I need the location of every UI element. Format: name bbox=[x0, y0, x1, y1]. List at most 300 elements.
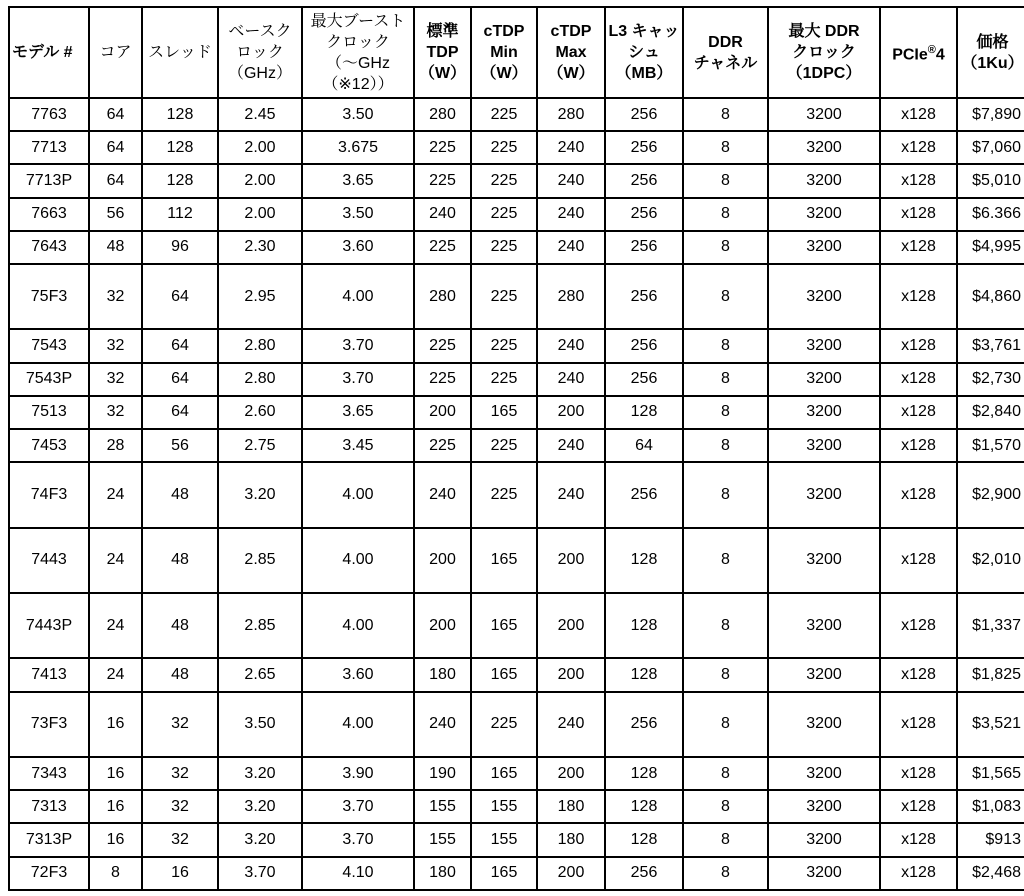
table-body bbox=[9, 98, 1024, 890]
cell-ddr-clock: 3200 bbox=[768, 857, 880, 890]
cell-boost-clock: 3.65 bbox=[302, 396, 414, 429]
cell-ddr-clock: 3200 bbox=[768, 462, 880, 527]
cell-pcie-lanes: x128 bbox=[880, 396, 957, 429]
header-ddr-line1: DDR bbox=[708, 33, 743, 51]
cell-price: $1,565 bbox=[957, 757, 1024, 790]
cell-price: $913 bbox=[957, 823, 1024, 856]
cell-base-clock: 2.65 bbox=[218, 658, 302, 691]
cell-model: 7453 bbox=[9, 429, 89, 462]
cell-ddr-clock: 3200 bbox=[768, 329, 880, 362]
table-row bbox=[9, 823, 1024, 856]
header-threads: スレッド bbox=[142, 7, 218, 98]
cell-model: 7313P bbox=[9, 823, 89, 856]
cell-ctdp-max: 200 bbox=[537, 593, 605, 658]
cell-cores: 24 bbox=[89, 462, 142, 527]
table-row bbox=[9, 658, 1024, 691]
cell-ctdp-max: 180 bbox=[537, 790, 605, 823]
table-row bbox=[9, 329, 1024, 362]
cell-base-clock: 3.20 bbox=[218, 462, 302, 527]
cell-price: $3,521 bbox=[957, 692, 1024, 757]
header-model: モデル # bbox=[9, 7, 89, 98]
table-row bbox=[9, 396, 1024, 429]
header-tdp-unit: （W） bbox=[418, 65, 467, 82]
cell-threads: 112 bbox=[142, 198, 218, 231]
cell-ctdp-min: 155 bbox=[471, 790, 537, 823]
cell-l3-cache: 256 bbox=[605, 98, 683, 131]
cell-ctdp-min: 155 bbox=[471, 823, 537, 856]
header-ctdp-max-unit: （W） bbox=[547, 65, 595, 82]
cell-model: 7343 bbox=[9, 757, 89, 790]
cell-ctdp-max: 200 bbox=[537, 857, 605, 890]
cell-cores: 16 bbox=[89, 692, 142, 757]
cell-boost-clock: 4.00 bbox=[302, 528, 414, 593]
cell-ctdp-min: 225 bbox=[471, 164, 537, 197]
table-row bbox=[9, 692, 1024, 757]
header-l3-line2: シュ bbox=[628, 44, 660, 61]
header-row bbox=[9, 7, 1024, 98]
cell-l3-cache: 256 bbox=[605, 231, 683, 264]
header-ctdp-min-line1: cTDP bbox=[483, 23, 525, 40]
cell-ddr-clock: 3200 bbox=[768, 98, 880, 131]
table-row bbox=[9, 264, 1024, 329]
cell-model: 7513 bbox=[9, 396, 89, 429]
cell-ddr-channels: 8 bbox=[683, 857, 768, 890]
cell-base-clock: 2.60 bbox=[218, 396, 302, 429]
cell-price: $2,468 bbox=[957, 857, 1024, 890]
header-base-clock-unit: （GHz） bbox=[227, 65, 292, 82]
cell-threads: 64 bbox=[142, 329, 218, 362]
cell-tdp: 280 bbox=[414, 98, 471, 131]
cell-ddr-clock: 3200 bbox=[768, 757, 880, 790]
header-tdp-line1: 標準 bbox=[426, 23, 459, 40]
cell-ddr-clock: 3200 bbox=[768, 363, 880, 396]
table-row bbox=[9, 98, 1024, 131]
cell-tdp: 155 bbox=[414, 790, 471, 823]
cell-l3-cache: 128 bbox=[605, 396, 683, 429]
cell-base-clock: 2.75 bbox=[218, 429, 302, 462]
processor-spec-table bbox=[8, 6, 1024, 891]
cell-cores: 56 bbox=[89, 198, 142, 231]
cell-boost-clock: 4.00 bbox=[302, 462, 414, 527]
cell-tdp: 225 bbox=[414, 329, 471, 362]
cell-l3-cache: 128 bbox=[605, 757, 683, 790]
table-row bbox=[9, 757, 1024, 790]
header-ddr-clock bbox=[768, 7, 880, 98]
cell-pcie-lanes: x128 bbox=[880, 692, 957, 757]
header-boost-clock-line1: 最大ブースト bbox=[310, 12, 406, 30]
cell-model: 75F3 bbox=[9, 264, 89, 329]
cell-ctdp-min: 225 bbox=[471, 264, 537, 329]
cell-tdp: 180 bbox=[414, 658, 471, 691]
cell-threads: 32 bbox=[142, 692, 218, 757]
cell-ddr-clock: 3200 bbox=[768, 658, 880, 691]
cell-model: 7543P bbox=[9, 363, 89, 396]
cell-ctdp-min: 225 bbox=[471, 363, 537, 396]
cell-ddr-channels: 8 bbox=[683, 790, 768, 823]
cell-ddr-channels: 8 bbox=[683, 231, 768, 264]
header-boost-clock bbox=[302, 7, 414, 98]
cell-base-clock: 3.50 bbox=[218, 692, 302, 757]
cell-ctdp-min: 225 bbox=[471, 231, 537, 264]
cell-threads: 64 bbox=[142, 264, 218, 329]
cell-tdp: 225 bbox=[414, 363, 471, 396]
cell-base-clock: 2.80 bbox=[218, 329, 302, 362]
table-row bbox=[9, 164, 1024, 197]
cell-cores: 64 bbox=[89, 164, 142, 197]
cell-ddr-channels: 8 bbox=[683, 396, 768, 429]
cell-pcie-lanes: x128 bbox=[880, 98, 957, 131]
cell-boost-clock: 3.60 bbox=[302, 231, 414, 264]
cell-price: $2,730 bbox=[957, 363, 1024, 396]
cell-price: $4,995 bbox=[957, 231, 1024, 264]
cell-model: 72F3 bbox=[9, 857, 89, 890]
cell-model: 7643 bbox=[9, 231, 89, 264]
cell-ctdp-max: 240 bbox=[537, 462, 605, 527]
cell-threads: 64 bbox=[142, 396, 218, 429]
cell-ctdp-min: 165 bbox=[471, 528, 537, 593]
cell-ddr-channels: 8 bbox=[683, 198, 768, 231]
cell-base-clock: 3.20 bbox=[218, 757, 302, 790]
cell-ddr-channels: 8 bbox=[683, 131, 768, 164]
cell-ddr-clock: 3200 bbox=[768, 164, 880, 197]
cell-base-clock: 2.00 bbox=[218, 164, 302, 197]
cell-threads: 96 bbox=[142, 231, 218, 264]
cell-ctdp-min: 225 bbox=[471, 198, 537, 231]
cell-boost-clock: 3.65 bbox=[302, 164, 414, 197]
cell-ctdp-min: 165 bbox=[471, 593, 537, 658]
cell-l3-cache: 256 bbox=[605, 164, 683, 197]
cell-threads: 56 bbox=[142, 429, 218, 462]
cell-tdp: 240 bbox=[414, 692, 471, 757]
cell-price: $4,860 bbox=[957, 264, 1024, 329]
cell-pcie-lanes: x128 bbox=[880, 363, 957, 396]
cell-model: 7763 bbox=[9, 98, 89, 131]
cell-pcie-lanes: x128 bbox=[880, 131, 957, 164]
cell-pcie-lanes: x128 bbox=[880, 593, 957, 658]
cell-ddr-channels: 8 bbox=[683, 329, 768, 362]
header-ddr-line2: チャネル bbox=[693, 54, 758, 72]
cell-boost-clock: 3.70 bbox=[302, 790, 414, 823]
header-boost-clock-unit: （～GHz bbox=[325, 54, 390, 72]
cell-pcie-lanes: x128 bbox=[880, 790, 957, 823]
header-ddr-clock-line2: クロック bbox=[792, 44, 856, 61]
cell-ddr-channels: 8 bbox=[683, 593, 768, 658]
cell-model: 74F3 bbox=[9, 462, 89, 527]
cell-threads: 64 bbox=[142, 363, 218, 396]
cell-tdp: 225 bbox=[414, 231, 471, 264]
table-row bbox=[9, 198, 1024, 231]
header-ctdp-min-unit: （W） bbox=[480, 65, 528, 82]
cell-l3-cache: 256 bbox=[605, 363, 683, 396]
header-ctdp-max bbox=[537, 7, 605, 98]
cell-ddr-channels: 8 bbox=[683, 528, 768, 593]
cell-pcie-lanes: x128 bbox=[880, 528, 957, 593]
cell-ddr-clock: 3200 bbox=[768, 264, 880, 329]
cell-cores: 32 bbox=[89, 363, 142, 396]
cell-price: $1,825 bbox=[957, 658, 1024, 691]
cell-threads: 48 bbox=[142, 593, 218, 658]
cell-cores: 24 bbox=[89, 593, 142, 658]
cell-ctdp-max: 240 bbox=[537, 329, 605, 362]
cell-ctdp-min: 165 bbox=[471, 857, 537, 890]
cell-boost-clock: 3.60 bbox=[302, 658, 414, 691]
cell-base-clock: 2.00 bbox=[218, 198, 302, 231]
cell-ctdp-max: 180 bbox=[537, 823, 605, 856]
cell-base-clock: 2.85 bbox=[218, 593, 302, 658]
cell-model: 7313 bbox=[9, 790, 89, 823]
cell-l3-cache: 128 bbox=[605, 593, 683, 658]
cell-price: $3,761 bbox=[957, 329, 1024, 362]
cell-price: $5,010 bbox=[957, 164, 1024, 197]
cell-ddr-clock: 3200 bbox=[768, 823, 880, 856]
cell-boost-clock: 4.00 bbox=[302, 692, 414, 757]
cell-ddr-clock: 3200 bbox=[768, 790, 880, 823]
table-row bbox=[9, 593, 1024, 658]
header-tdp-line2: TDP bbox=[426, 44, 459, 61]
cell-base-clock: 3.70 bbox=[218, 857, 302, 890]
cell-pcie-lanes: x128 bbox=[880, 429, 957, 462]
cell-threads: 128 bbox=[142, 98, 218, 131]
cell-threads: 48 bbox=[142, 462, 218, 527]
cell-base-clock: 2.00 bbox=[218, 131, 302, 164]
cell-cores: 16 bbox=[89, 823, 142, 856]
cell-cores: 24 bbox=[89, 528, 142, 593]
cell-base-clock: 2.30 bbox=[218, 231, 302, 264]
header-cores: コア bbox=[89, 7, 142, 98]
cell-ddr-clock: 3200 bbox=[768, 528, 880, 593]
cell-model: 7543 bbox=[9, 329, 89, 362]
cell-pcie-lanes: x128 bbox=[880, 757, 957, 790]
cell-boost-clock: 3.45 bbox=[302, 429, 414, 462]
cell-l3-cache: 64 bbox=[605, 429, 683, 462]
cell-threads: 32 bbox=[142, 790, 218, 823]
cell-pcie-lanes: x128 bbox=[880, 198, 957, 231]
cell-ddr-clock: 3200 bbox=[768, 692, 880, 757]
cell-ddr-clock: 3200 bbox=[768, 593, 880, 658]
cell-base-clock: 2.85 bbox=[218, 528, 302, 593]
header-l3-line1: L3 キャッ bbox=[608, 23, 680, 40]
cell-ddr-channels: 8 bbox=[683, 757, 768, 790]
cell-boost-clock: 3.70 bbox=[302, 363, 414, 396]
table-row bbox=[9, 857, 1024, 890]
cell-ctdp-max: 200 bbox=[537, 396, 605, 429]
cell-pcie-lanes: x128 bbox=[880, 329, 957, 362]
cell-base-clock: 2.95 bbox=[218, 264, 302, 329]
cell-cores: 16 bbox=[89, 757, 142, 790]
cell-tdp: 225 bbox=[414, 131, 471, 164]
header-pcie-name: PCIe bbox=[892, 46, 928, 64]
header-price-unit: （1Ku） bbox=[961, 54, 1024, 72]
cell-boost-clock: 3.90 bbox=[302, 757, 414, 790]
cell-boost-clock: 4.10 bbox=[302, 857, 414, 890]
cell-ctdp-min: 165 bbox=[471, 396, 537, 429]
cell-model: 73F3 bbox=[9, 692, 89, 757]
registered-mark: ® bbox=[927, 43, 936, 56]
cell-tdp: 200 bbox=[414, 528, 471, 593]
cell-l3-cache: 256 bbox=[605, 692, 683, 757]
cell-ctdp-max: 240 bbox=[537, 429, 605, 462]
cell-cores: 64 bbox=[89, 98, 142, 131]
cell-ddr-clock: 3200 bbox=[768, 131, 880, 164]
cell-boost-clock: 3.70 bbox=[302, 329, 414, 362]
cell-ddr-channels: 8 bbox=[683, 164, 768, 197]
header-boost-clock-line2: クロック bbox=[326, 33, 390, 51]
table-row bbox=[9, 131, 1024, 164]
cell-cores: 8 bbox=[89, 857, 142, 890]
cell-pcie-lanes: x128 bbox=[880, 823, 957, 856]
cell-threads: 32 bbox=[142, 757, 218, 790]
cell-l3-cache: 256 bbox=[605, 198, 683, 231]
cell-ddr-channels: 8 bbox=[683, 658, 768, 691]
header-ctdp-max-line2: Max bbox=[555, 44, 587, 61]
cell-pcie-lanes: x128 bbox=[880, 857, 957, 890]
cell-ctdp-max: 200 bbox=[537, 658, 605, 691]
cell-ctdp-max: 240 bbox=[537, 231, 605, 264]
cell-l3-cache: 256 bbox=[605, 857, 683, 890]
header-pcie bbox=[880, 7, 957, 98]
cell-price: $2,010 bbox=[957, 528, 1024, 593]
cell-threads: 32 bbox=[142, 823, 218, 856]
cell-ctdp-max: 240 bbox=[537, 363, 605, 396]
cell-tdp: 225 bbox=[414, 429, 471, 462]
cell-ctdp-max: 280 bbox=[537, 98, 605, 131]
cell-ctdp-max: 200 bbox=[537, 757, 605, 790]
cell-boost-clock: 3.50 bbox=[302, 98, 414, 131]
header-tdp bbox=[414, 7, 471, 98]
cell-tdp: 190 bbox=[414, 757, 471, 790]
cell-cores: 32 bbox=[89, 264, 142, 329]
cell-l3-cache: 256 bbox=[605, 131, 683, 164]
cell-ctdp-min: 225 bbox=[471, 429, 537, 462]
cell-ctdp-max: 240 bbox=[537, 131, 605, 164]
cell-pcie-lanes: x128 bbox=[880, 164, 957, 197]
cell-threads: 128 bbox=[142, 131, 218, 164]
cell-ctdp-min: 225 bbox=[471, 329, 537, 362]
cell-ddr-channels: 8 bbox=[683, 98, 768, 131]
cell-ddr-channels: 8 bbox=[683, 823, 768, 856]
header-ddr-clock-unit: （1DPC） bbox=[786, 65, 862, 82]
cell-ctdp-min: 225 bbox=[471, 98, 537, 131]
cell-model: 7443 bbox=[9, 528, 89, 593]
cell-pcie-lanes: x128 bbox=[880, 231, 957, 264]
cell-ctdp-max: 240 bbox=[537, 198, 605, 231]
table-row bbox=[9, 363, 1024, 396]
header-base-clock bbox=[218, 7, 302, 98]
cell-price: $1,570 bbox=[957, 429, 1024, 462]
cell-ddr-clock: 3200 bbox=[768, 429, 880, 462]
header-pcie-gen: 4 bbox=[935, 46, 945, 64]
cell-price: $2,900 bbox=[957, 462, 1024, 527]
header-base-clock-line1: ベースク bbox=[228, 23, 292, 40]
cell-pcie-lanes: x128 bbox=[880, 462, 957, 527]
cell-cores: 32 bbox=[89, 329, 142, 362]
cell-ddr-clock: 3200 bbox=[768, 396, 880, 429]
cell-model: 7713 bbox=[9, 131, 89, 164]
cell-model: 7713P bbox=[9, 164, 89, 197]
cell-cores: 64 bbox=[89, 131, 142, 164]
cell-base-clock: 3.20 bbox=[218, 823, 302, 856]
cell-ctdp-min: 225 bbox=[471, 692, 537, 757]
table-row bbox=[9, 429, 1024, 462]
header-l3-cache bbox=[605, 7, 683, 98]
cell-price: $2,840 bbox=[957, 396, 1024, 429]
header-l3-unit: （MB） bbox=[615, 65, 673, 82]
cell-price: $7,890 bbox=[957, 98, 1024, 131]
cell-ctdp-max: 200 bbox=[537, 528, 605, 593]
header-ctdp-min-line2: Min bbox=[490, 44, 518, 61]
cell-ctdp-max: 240 bbox=[537, 164, 605, 197]
cell-model: 7413 bbox=[9, 658, 89, 691]
cell-price: $7,060 bbox=[957, 131, 1024, 164]
cell-price: $1,083 bbox=[957, 790, 1024, 823]
cell-pcie-lanes: x128 bbox=[880, 658, 957, 691]
cell-l3-cache: 128 bbox=[605, 528, 683, 593]
cell-tdp: 155 bbox=[414, 823, 471, 856]
cell-ctdp-min: 165 bbox=[471, 757, 537, 790]
cell-ddr-channels: 8 bbox=[683, 462, 768, 527]
cell-ctdp-min: 225 bbox=[471, 462, 537, 527]
cell-ddr-channels: 8 bbox=[683, 363, 768, 396]
table-row bbox=[9, 231, 1024, 264]
cell-ddr-channels: 8 bbox=[683, 692, 768, 757]
cell-l3-cache: 128 bbox=[605, 790, 683, 823]
cell-pcie-lanes: x128 bbox=[880, 264, 957, 329]
cell-ctdp-max: 280 bbox=[537, 264, 605, 329]
cell-ddr-channels: 8 bbox=[683, 429, 768, 462]
table-row bbox=[9, 462, 1024, 527]
cell-model: 7443P bbox=[9, 593, 89, 658]
cell-cores: 28 bbox=[89, 429, 142, 462]
header-base-clock-line2: ロック bbox=[236, 44, 284, 61]
header-ddr-clock-line1: 最大 DDR bbox=[788, 23, 860, 40]
cell-tdp: 200 bbox=[414, 593, 471, 658]
cell-ctdp-min: 225 bbox=[471, 131, 537, 164]
header-ctdp-max-line1: cTDP bbox=[550, 23, 592, 40]
cell-threads: 48 bbox=[142, 528, 218, 593]
cell-ddr-channels: 8 bbox=[683, 264, 768, 329]
table-row bbox=[9, 528, 1024, 593]
cell-tdp: 200 bbox=[414, 396, 471, 429]
cell-tdp: 280 bbox=[414, 264, 471, 329]
cell-l3-cache: 128 bbox=[605, 823, 683, 856]
cell-base-clock: 2.45 bbox=[218, 98, 302, 131]
table-row bbox=[9, 790, 1024, 823]
cell-cores: 32 bbox=[89, 396, 142, 429]
cell-cores: 48 bbox=[89, 231, 142, 264]
cell-cores: 24 bbox=[89, 658, 142, 691]
header-boost-clock-note: （※12）） bbox=[322, 75, 394, 93]
header-ddr-channels bbox=[683, 7, 768, 98]
cell-base-clock: 3.20 bbox=[218, 790, 302, 823]
cell-boost-clock: 3.675 bbox=[302, 131, 414, 164]
header-ctdp-min bbox=[471, 7, 537, 98]
cell-boost-clock: 4.00 bbox=[302, 264, 414, 329]
cell-ctdp-max: 240 bbox=[537, 692, 605, 757]
cell-boost-clock: 3.70 bbox=[302, 823, 414, 856]
cell-l3-cache: 128 bbox=[605, 658, 683, 691]
cell-cores: 16 bbox=[89, 790, 142, 823]
cell-base-clock: 2.80 bbox=[218, 363, 302, 396]
cell-l3-cache: 256 bbox=[605, 462, 683, 527]
cell-price: $1,337 bbox=[957, 593, 1024, 658]
cell-tdp: 240 bbox=[414, 198, 471, 231]
cell-boost-clock: 4.00 bbox=[302, 593, 414, 658]
cell-l3-cache: 256 bbox=[605, 264, 683, 329]
cell-l3-cache: 256 bbox=[605, 329, 683, 362]
cell-threads: 48 bbox=[142, 658, 218, 691]
cell-ddr-clock: 3200 bbox=[768, 198, 880, 231]
cell-threads: 128 bbox=[142, 164, 218, 197]
